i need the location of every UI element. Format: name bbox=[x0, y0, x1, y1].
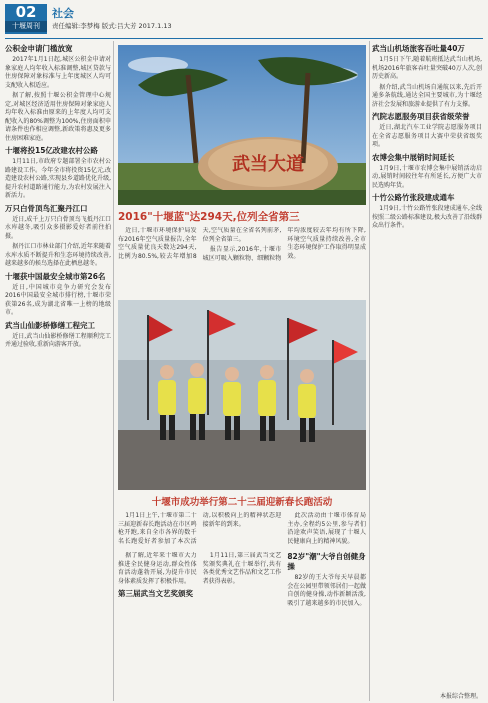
paragraph: 1月11日,市政府专题部署全市农村公路建设工作。今年全市将投资15亿元,改造建设农村公路,实现县乡道路优化升级,提升农村道路通行能力,为农村发展注入新活力。 bbox=[5, 158, 111, 199]
left-column bbox=[5, 41, 111, 701]
article bbox=[5, 272, 111, 318]
article-title: 武当山机场旅客吞吐量40万 bbox=[372, 44, 465, 53]
paragraph: 1月11日,第三届武当文艺奖颁奖典礼在十堰举行,共有各类优秀文艺作品和文艺工作者获得表彰。 bbox=[202, 552, 282, 585]
paragraph: 报告显示,2016年,十堰市城区可吸入颗粒物、细颗粒物年均浓度较去年均有所下降,环境空气质量持续改善,全市生态环境保护工作取得明显成效。 bbox=[202, 227, 366, 262]
paragraph: 近日,成千上万只白骨顶鸟飞抵丹江口水库越冬,吸引众多摄影爱好者前往拍摄。 bbox=[5, 215, 111, 240]
paragraph: 2017年1月1日起,城区公积金申请对象家庭人均年收入标准调整,城区贷款与住房保障对象标准与上年度城区人均可支配收入相适应。 bbox=[5, 56, 111, 89]
page-number-badge bbox=[5, 4, 47, 34]
article-title: 武当山仙影桥修缮工程完工 bbox=[5, 320, 95, 330]
article bbox=[372, 112, 482, 150]
article-title: 十竹公路竹张段建成通车 bbox=[372, 193, 455, 202]
masthead bbox=[0, 0, 488, 38]
paragraph: 据丹江口市林业部门介绍,近年来随着水库水质不断提升和生态环境持续改善,越来越多的候鸟选择在此栖息越冬。 bbox=[5, 243, 111, 267]
article-title: 农博会集中展销时间延长 bbox=[372, 152, 455, 162]
photo-stone-landmark bbox=[118, 45, 366, 205]
right-column bbox=[372, 41, 482, 691]
article-title: 82岁"潮"大爷自创健身操 bbox=[287, 552, 366, 571]
footer-note: 本报综合整理。 bbox=[439, 693, 482, 700]
main-headline: 2016"十堰蓝"达294天,位列全省第三 bbox=[118, 211, 300, 223]
article-title: 十堰将投15亿改建农村公路 bbox=[5, 146, 98, 155]
article-title: 公积金申请门槛放宽 bbox=[5, 44, 73, 53]
second-story-body bbox=[118, 512, 366, 550]
article bbox=[5, 44, 111, 143]
paragraph: 据了解,近年来十堰市大力推进全民健身运动,群众性体育活动蓬勃开展,为提升市民身体素质发挥了积极作用。 bbox=[118, 552, 197, 585]
paragraph: 1月9日,十堰市农博会集中展销活动启动,展销时间较往年有所延长,方便广大市民选购年货。 bbox=[372, 164, 482, 189]
landmark-illustration bbox=[118, 45, 366, 205]
page-number: 02 bbox=[15, 3, 37, 21]
runners-illustration bbox=[118, 300, 366, 490]
paragraph: 近日,武当山仙影桥修缮工程顺利完工并通过验收,重新向游客开放。 bbox=[5, 332, 111, 348]
article bbox=[5, 146, 111, 201]
article bbox=[372, 153, 482, 191]
middle-lower-articles bbox=[118, 552, 366, 702]
article bbox=[5, 321, 111, 350]
editors-line: 责任编辑:李梦梅 版式:吕大芳 2017.1.13 bbox=[52, 22, 172, 30]
column-divider-left bbox=[113, 41, 114, 701]
article-title: 第三届武当文艺奖颁奖 bbox=[118, 589, 193, 598]
paragraph: 82岁的王大爷每天早晨都会在公园里带领邻居们一起做自创的健身操,动作新颖活泼,吸引了越来越多的市民加入。 bbox=[287, 574, 366, 607]
main-story-body bbox=[118, 227, 366, 297]
paragraph: 近日,中国城市竞争力研究会发布2016中国最安全城市排行榜,十堰市荣获第26名,成为湖北省唯一上榜的地级市。 bbox=[5, 283, 111, 316]
article-title: 十堰获中国最安全城市第26名 bbox=[5, 271, 106, 281]
paragraph: 近日,湖北汽车工业学院志愿服务项目在全省志愿服务项目大赛中荣获省级奖项。 bbox=[372, 124, 482, 148]
paragraph: 1月1日上午,十堰市第二十三届迎新春长跑活动在市区鸣枪开跑,来自全市各界的数千名长跑爱好者参加了本次活动,以积极向上的精神状态迎接新年的到来。 bbox=[118, 512, 282, 545]
article-title: 万只白骨顶鸟汇聚丹江口 bbox=[5, 203, 88, 213]
article bbox=[372, 44, 482, 109]
paragraph: 1月9日,十竹公路竹张段建成通车,全线按照二级公路标准建设,极大改善了沿线群众出行条件。 bbox=[372, 205, 482, 229]
article bbox=[5, 204, 111, 269]
stone-inscription: 武当大道 bbox=[232, 154, 304, 175]
article-title: 汽院志愿服务项目获省级荣誉 bbox=[372, 112, 470, 121]
section-title: 社会 bbox=[52, 7, 74, 20]
second-headline: 十堰市成功举行第二十三届迎新春长跑活动 bbox=[151, 497, 333, 508]
header-divider bbox=[5, 38, 483, 39]
paragraph: 据了解,按照十堰公积金管理中心规定,对城区经济适用住房保障对象家庭人均年收入标准由原来的上年度人均可支配收入的80%调整为100%,住房面积申请条件也作相应调整,新政策将惠及更多住房困难家庭。 bbox=[5, 92, 111, 142]
paragraph: 近日,十堰市环境保护局发布2016年空气质量报告,全年空气质量优良天数达294天,比例为80.5%,较去年增加8天,空气质量在全省名列前茅,位列全省第三。 bbox=[118, 227, 282, 260]
paragraph: 此次活动由十堰市体育局主办,全程约5公里,参与者们沿途欢声笑语,展现了十堰人民健康向上的精神风貌。 bbox=[287, 512, 366, 545]
paragraph: 1月5日下午,随着航班抵达武当山机场,机场2016年旅客吞吐量突破40万人次,创历史新高。 bbox=[372, 56, 482, 80]
paper-name: 十堰周刊 bbox=[5, 21, 47, 32]
photo-running-event bbox=[118, 300, 366, 490]
column-divider-right bbox=[369, 41, 370, 701]
paragraph: 据介绍,武当山机场自通航以来,先后开通多条航线,通达全国主要城市,为十堰经济社会发展和旅游业提供了有力支撑。 bbox=[372, 83, 482, 108]
article bbox=[372, 193, 482, 231]
